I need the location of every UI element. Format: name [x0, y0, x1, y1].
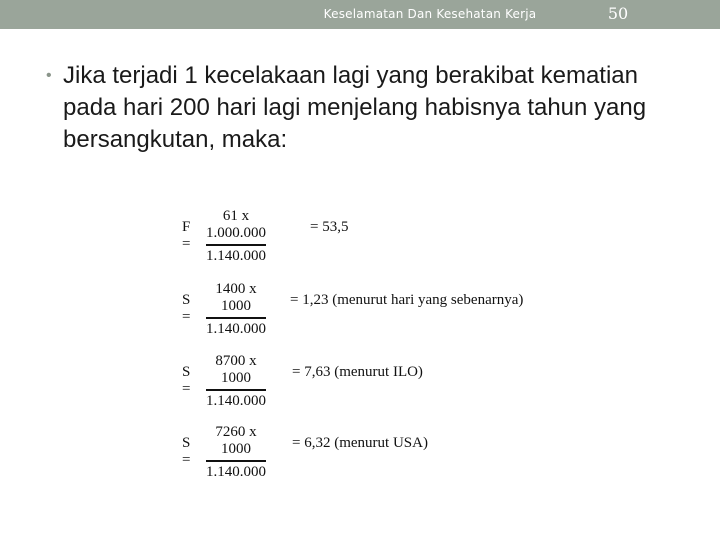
equation-result: = 7,63 (menurut ILO)	[292, 364, 423, 380]
equation-denominator: 1.140.000	[206, 463, 266, 480]
equation-result: = 53,5	[310, 219, 349, 235]
equation-lhs: S =	[182, 364, 191, 397]
equation-numerator: 8700 x 1000	[215, 353, 257, 386]
equation-fraction	[206, 424, 266, 481]
equation-fraction	[206, 208, 266, 265]
equation-lhs: S =	[182, 292, 191, 325]
bullet-point	[46, 60, 666, 156]
bullet-text: Jika terjadi 1 kecelakaan lagi yang berakibat kematian pada hari 200 hari lagi menjelang habisnya tahun yang bersangkutan, maka:	[63, 62, 647, 153]
slide-page-number: 50	[607, 4, 629, 23]
equation-denominator: 1.140.000	[206, 320, 266, 337]
equation-fraction	[206, 353, 266, 410]
bullet-icon: •	[46, 67, 52, 84]
fraction-bar	[206, 389, 266, 391]
equation-denominator: 1.140.000	[206, 392, 266, 409]
slide-header-bar	[0, 0, 720, 29]
fraction-bar	[206, 460, 266, 462]
fraction-bar	[206, 244, 266, 246]
equation-numerator: 61 x 1.000.000	[206, 208, 266, 241]
equation-result: = 1,23 (menurut hari yang sebenarnya)	[290, 292, 524, 308]
slide-header-title: Keselamatan Dan Kesehatan Kerja	[323, 7, 537, 21]
equation-denominator: 1.140.000	[206, 247, 266, 264]
equation-numerator: 1400 x 1000	[215, 281, 257, 314]
equation-lhs: S =	[182, 435, 191, 468]
fraction-bar	[206, 317, 266, 319]
equation-lhs: F =	[182, 219, 191, 252]
equation-numerator: 7260 x 1000	[215, 424, 257, 457]
equation-result: = 6,32 (menurut USA)	[292, 435, 428, 451]
equation-fraction	[206, 281, 266, 338]
